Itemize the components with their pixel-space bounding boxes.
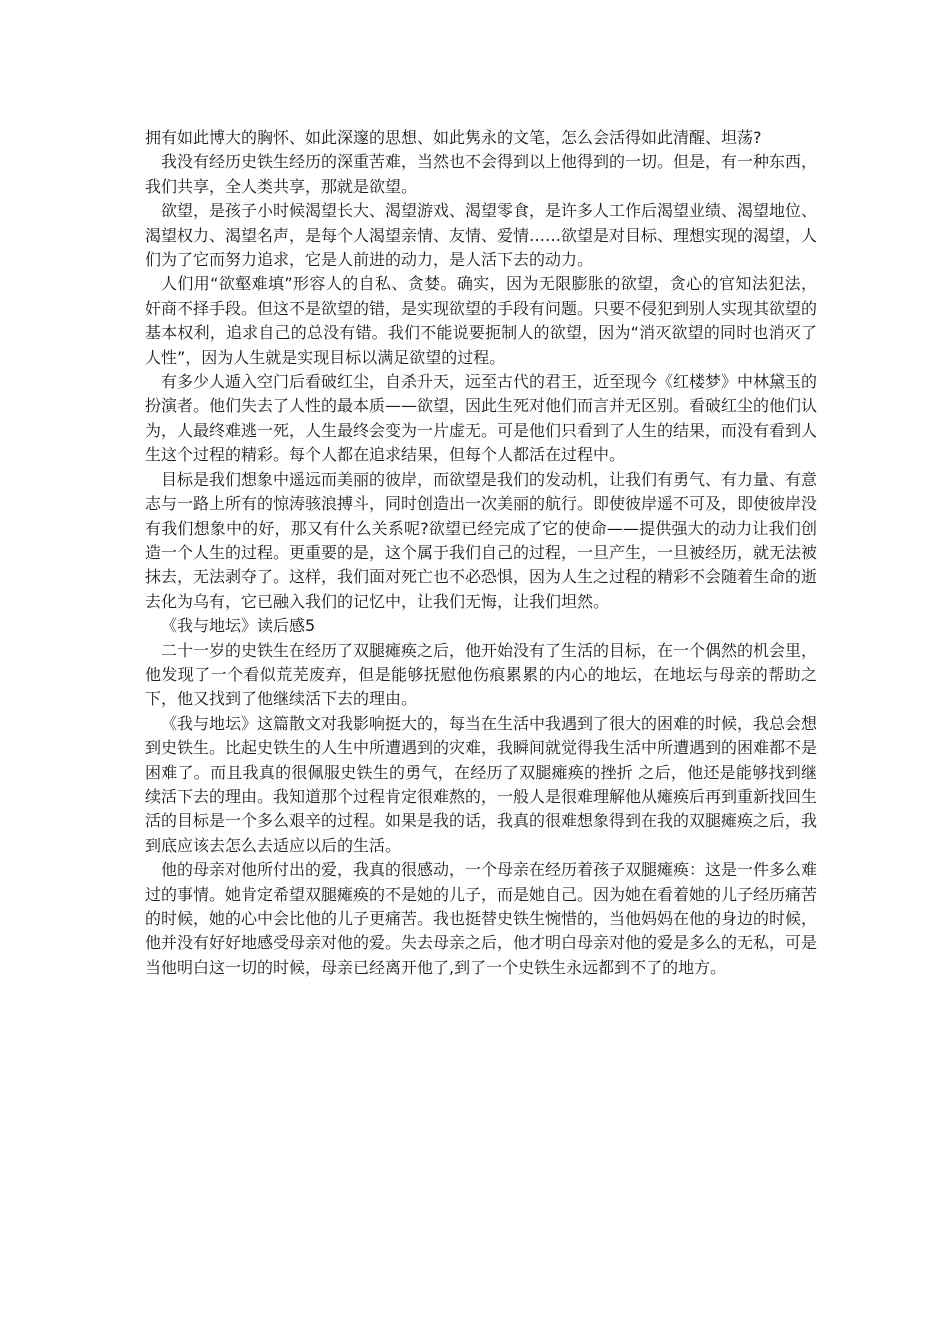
paragraph-insatiable-desire: 人们用“欲壑难填”形容人的自私、贪婪。确实，因为无限膨胀的欲望，贪心的官知法犯法，奸商不择手段。但这不是欲望的错，是实现欲望的手段有问题。只要不侵犯到别人实现其欲望的基本权利，追求自己的总没有错。我们不能说要扼制人的欲望，因为“消灭欲望的同时也消灭了人性”，因为人生就是实现目标以满足欲望的过程。 xyxy=(145,274,818,367)
paragraph-goal-and-desire: 目标是我们想象中遥远而美丽的彼岸，而欲望是我们的发动机，让我们有勇气、有力量、有意志与一路上所有的惊涛骇浪搏斗，同时创造出一次美丽的航行。即使彼岸遥不可及，即使彼岸没有我们想象中的好，那又有什么关系呢?欲望已经完成了它的使命——提供强大的动力让我们创造一个人生的过程。更重要的是，这个属于我们自己的过程，一旦产生，一旦被经历，就无法被抹去，无法剥夺了。这样，我们面对死亡也不必恐惧，因为人生之过程的精彩不会随着生命的逝去化为乌有，它已融入我们的记忆中，让我们无悔，让我们坦然。 xyxy=(145,469,818,611)
section-heading: 《我与地坛》读后感5 xyxy=(161,616,316,636)
paragraph-continuation: 拥有如此博大的胸怀、如此深邃的思想、如此隽永的文笔，怎么会活得如此清醒、坦荡? xyxy=(145,128,762,147)
paragraph-influence: 《我与地坛》这篇散文对我影响挺大的，每当在生活中我遇到了很大的困难的时候，我总会想到史铁生。比起史铁生的人生中所遭遇到的灾难，我瞬间就觉得我生活中所遭遇到的困难都不是困难了。而且我真的很佩服史铁生的勇气，在经历了双腿瘫痪的挫折 之后，他还是能够找到继续活下去的理由。我知道那个过程肯定很难熬的，一般人是很难理解他从瘫痪后再到重新找回生活的目标是一个多么艰辛的过程。如果是我的话，我真的很难想象得到在我的双腿瘫痪之后，我到底应该去怎么去适应以后的生活。 xyxy=(145,713,818,855)
document-body xyxy=(145,126,817,980)
paragraph-mothers-love: 他的母亲对他所付出的爱，我真的很感动，一个母亲在经历着孩子双腿瘫痪：这是一件多么难过的事情。她肯定希望双腿瘫痪的不是她的儿子，而是她自己。因为她在看着她的儿子经历痛苦的时候，她的心中会比他的儿子更痛苦。我也挺替史铁生惋惜的，当他妈妈在他的身边的时候，他并没有好好地感受母亲对他的爱。失去母亲之后，他才明白母亲对他的爱是多么的无私，可是当他明白这一切的时候，母亲已经离开他了,到了一个史铁生永远都到不了的地方。 xyxy=(145,860,818,977)
paragraph-see-through-world: 有多少人遁入空门后看破红尘，自杀升天，远至古代的君王，近至现今《红楼梦》中林黛玉的扮演者。他们失去了人性的最本质——欲望，因此生死对他们而言并无区别。看破红尘的他们认为，人最终难逃一死，人生最终会变为一片虚无。可是他们只看到了人生的结果，而没有看到人生这个过程的精彩。每个人都在追求结果，但每个人都活在过程中。 xyxy=(145,372,818,465)
paragraph-desire-definition: 欲望，是孩子小时候渴望长大、渴望游戏、渴望零食，是许多人工作后渴望业绩、渴望地位、渴望权力、渴望名声，是每个人渴望亲情、友情、爱情……欲望是对目标、理想实现的渴望，人们为了它而努力追求，它是人前进的动力，是人活下去的动力。 xyxy=(145,201,818,270)
paragraph-shared-desire: 我没有经历史铁生经历的深重苦难，当然也不会得到以上他得到的一切。但是，有一种东西，我们共享，全人类共享，那就是欲望。 xyxy=(145,152,818,196)
paragraph-twenty-one: 二十一岁的史铁生在经历了双腿瘫痪之后，他开始没有了生活的目标，在一个偶然的机会里，他发现了一个看似荒芜废弃，但是能够抚慰他伤痕累累的内心的地坛，在地坛与母亲的帮助之下，他又找到了他继续活下去的理由。 xyxy=(145,640,818,709)
